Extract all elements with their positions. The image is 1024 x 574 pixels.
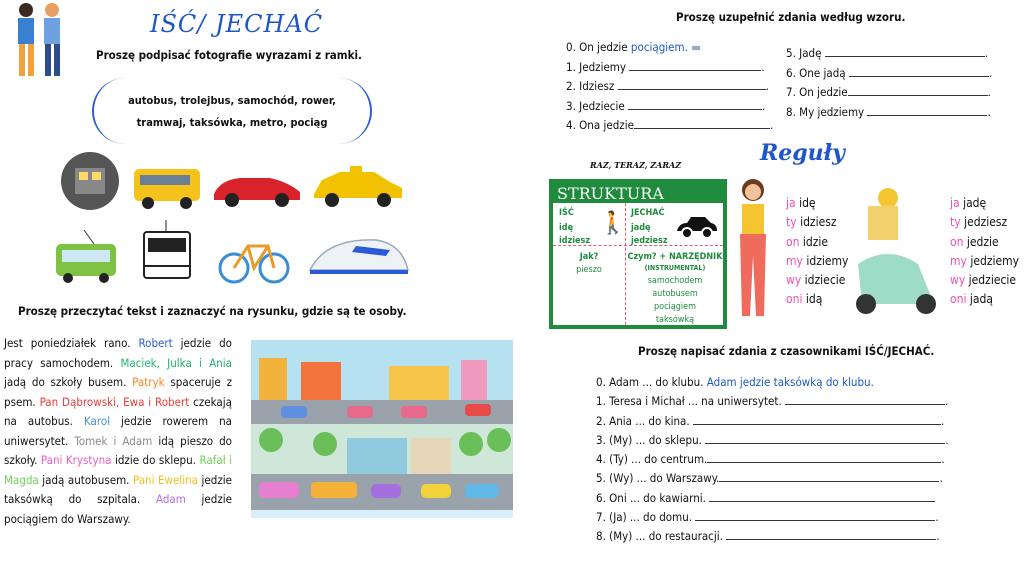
task3-item: 7. (Ja) ... do domu. . — [596, 510, 939, 525]
answer-line[interactable] — [629, 61, 761, 71]
worksheet-title: IŚĆ/ JECHAĆ — [150, 10, 324, 38]
story-segment: idzie do sklepu. — [111, 453, 200, 467]
answer-line[interactable] — [848, 86, 988, 96]
story-segment: spaceruje z psem. — [4, 375, 232, 409]
verb-form: idziesz — [800, 215, 837, 230]
isc-form: idziesz — [559, 236, 591, 246]
story-segment: czekają na autobus. — [4, 394, 232, 428]
task3-item: 8. (My) ... do restauracji. . — [596, 529, 940, 544]
conjugation-row — [786, 252, 848, 271]
story-person-name: Karol — [83, 414, 111, 428]
pronoun: ty — [786, 215, 797, 230]
conjugation-row — [786, 271, 848, 290]
answer-line[interactable] — [709, 492, 935, 502]
verb-form: idzie — [802, 234, 829, 249]
story-text — [4, 334, 232, 529]
walking-woman-illustration — [728, 176, 778, 324]
answer-line[interactable] — [726, 530, 936, 540]
story-person-name: Adam — [155, 492, 186, 506]
conjugation-row — [950, 233, 1019, 252]
exercise-example — [566, 38, 776, 58]
verb-form: jedzie — [966, 234, 999, 249]
story-segment: Jest poniedziałek rano. — [4, 336, 139, 350]
pronoun: ja — [950, 196, 960, 210]
story-segment: jedzie taksówką do szpitala. — [4, 472, 233, 506]
walking-person-icon: 🚶 — [599, 211, 627, 236]
task3-item: 6. Oni ... do kawiarni. — [596, 489, 949, 508]
story-person-name: Patryk — [132, 375, 165, 389]
task3-item: 1. Teresa i Michał ... na uniwersytet. . — [596, 394, 949, 409]
story-segment: jadą autobusem. — [38, 472, 133, 487]
pronoun: wy — [786, 273, 802, 288]
jak-label: Jak? — [579, 252, 599, 262]
answer-line[interactable] — [618, 80, 766, 90]
answer-line[interactable] — [628, 100, 762, 110]
pronoun: on — [950, 234, 964, 249]
isc-form: idę — [559, 223, 574, 233]
instrumental-example: samochodem — [647, 276, 703, 286]
conjugation-row — [786, 213, 848, 232]
story-segment: jedzie do pracy samochodem. — [4, 336, 232, 370]
exercise-item: 4. Ona jedzie . — [566, 118, 774, 132]
conjugation-row — [950, 290, 1019, 309]
instruction-label-complete: Proszę uzupełnić zdania według wzoru. — [676, 10, 906, 24]
verb-form: jadę — [963, 196, 987, 210]
bicycle-photo — [218, 230, 290, 286]
word-box-line: autobus, trolejbus, samochód, rower, — [128, 94, 336, 107]
conjugation-row — [786, 290, 848, 309]
story-person-name: Pani Ewelina — [132, 472, 198, 487]
car-icon — [675, 215, 719, 239]
story-person-name: Tomek i Adam — [74, 433, 153, 448]
answer-line[interactable] — [849, 67, 989, 77]
conjugation-row — [950, 213, 1019, 232]
example-answer: pociągiem. — [630, 40, 688, 54]
story-person-name: Maciek, Julka i Ania — [120, 355, 232, 370]
bus-photo — [132, 165, 204, 211]
task3-example-answer: Adam jedzie taksówką do klubu. — [706, 375, 874, 389]
pronoun: ty — [950, 215, 961, 230]
exercise-item: 3. Jedziecie . — [566, 98, 766, 113]
jechac-form: jedziesz — [631, 236, 668, 246]
task3-item: 2. Ania ... do kina. . — [596, 413, 945, 428]
instrumental-example: autobusem — [652, 289, 698, 299]
example-text: 0. On jedzie — [566, 40, 631, 54]
pronoun: my — [950, 253, 967, 268]
task3-item: 4. (Ty) ... do centrum. . — [596, 452, 945, 467]
trolleybus-photo — [54, 230, 120, 284]
verb-form: idę — [799, 196, 816, 210]
scooter-rider-illustration — [848, 184, 942, 316]
pronoun: ja — [786, 196, 796, 210]
conjugation-row — [950, 252, 1019, 271]
pronoun: on — [786, 234, 800, 249]
metro-photo — [55, 152, 127, 210]
task3-example-text: 0. Adam ... do klubu. — [596, 375, 707, 389]
instruction-label-reading: Proszę przeczytać tekst i zaznaczyć na rysunku, gdzie są te osoby. — [18, 304, 407, 318]
pronoun: oni — [786, 292, 803, 307]
answer-line[interactable] — [825, 47, 985, 57]
struktura-title: STRUKTURA — [553, 183, 723, 203]
exercise-item: 1. Jedziemy . — [566, 59, 765, 74]
exercise-item: 6. One jadą . — [786, 65, 993, 80]
answer-line[interactable] — [719, 472, 939, 482]
story-person-name: Pani Krystyna — [40, 453, 112, 467]
task3-item: 3. (My) ... do sklepu. . — [596, 432, 949, 447]
instrumental-label: (INSTRUMENTAL) — [644, 264, 706, 272]
story-segment: idą pieszo do szkoły. — [4, 433, 233, 467]
isc-conjugation — [786, 194, 848, 310]
story-person-name: Rafał i Magda — [4, 453, 232, 487]
car-photo — [210, 170, 304, 208]
taxi-photo — [310, 166, 404, 208]
story-segment: jadą do szkoły busem. — [4, 375, 133, 389]
exercise-item: 2. Idziesz . — [566, 79, 769, 93]
verb-form: jadą — [969, 292, 993, 307]
instruction-label-write: Proszę napisać zdania z czasownikami IŚĆ/JECHAĆ. — [638, 344, 935, 358]
rules-title: Reguły — [760, 140, 845, 166]
conjugation-row — [950, 271, 1019, 290]
conjugation-row — [950, 194, 1019, 213]
instrumental-example: pociągiem — [653, 302, 697, 312]
exercise-left-column — [566, 38, 776, 136]
instruction-label-photos: Proszę podpisać fotografie wyrazami z ramki. — [96, 48, 362, 62]
people-illustration — [4, 0, 76, 82]
train-photo — [306, 230, 410, 286]
raz-teraz-zaraz-label: RAZ, TERAZ, ZARAZ — [590, 160, 682, 170]
verb-form: jedziemy — [970, 253, 1020, 268]
conjugation-row — [786, 194, 848, 213]
answer-line[interactable] — [634, 119, 770, 129]
story-segment: jedzie pociągiem do Warszawy. — [4, 492, 232, 526]
exercise-item: 5. Jadę . — [786, 46, 989, 60]
story-person-name: Robert — [138, 336, 173, 350]
answer-line[interactable] — [867, 106, 987, 116]
task3-item: 5. (Wy) ... do Warszawy. . — [596, 471, 943, 486]
jechac-form: jadę — [631, 223, 651, 233]
word-box-line: tramwaj, taksówka, metro, pociąg — [136, 116, 328, 129]
answer-line[interactable] — [785, 395, 945, 405]
czym-label: Czym? + NARZĘDNIK — [627, 252, 723, 262]
story-segment: jedzie rowerem na uniwersytet. — [4, 414, 232, 448]
verb-form: jedziesz — [964, 215, 1008, 230]
tram-photo — [138, 220, 196, 284]
verb-form: idą — [805, 292, 823, 307]
answer-line[interactable] — [707, 453, 941, 463]
verb-form: idziemy — [806, 253, 849, 268]
task3-example — [596, 373, 949, 392]
train-icon: ▬ — [691, 40, 701, 54]
pronoun: wy — [950, 273, 966, 288]
instrumental-example: taksówką — [655, 315, 695, 325]
pronoun: my — [786, 253, 803, 268]
answer-line[interactable] — [705, 434, 945, 444]
word-box — [92, 78, 372, 144]
task3-list — [596, 373, 949, 547]
exercise-item: 8. My jedziemy . — [786, 104, 991, 119]
isc-label: IŚĆ — [559, 208, 574, 218]
struktura-box — [549, 179, 727, 329]
answer-line[interactable] — [695, 511, 935, 521]
story-person-name: Pan Dąbrowski, Ewa i Robert — [39, 394, 190, 409]
street-illustration — [251, 340, 513, 518]
exercise-item: 7. On jedzie . — [786, 85, 991, 99]
jechac-conjugation — [950, 194, 1019, 310]
conjugation-row — [786, 233, 848, 252]
verb-form: idziecie — [804, 273, 846, 288]
pieszo-label: pieszo — [576, 265, 602, 275]
verb-form: jedziecie — [968, 273, 1017, 288]
answer-line[interactable] — [693, 415, 941, 425]
jechac-label: JECHAĆ — [631, 208, 665, 218]
exercise-right-column — [786, 44, 1006, 122]
pronoun: oni — [950, 292, 967, 307]
